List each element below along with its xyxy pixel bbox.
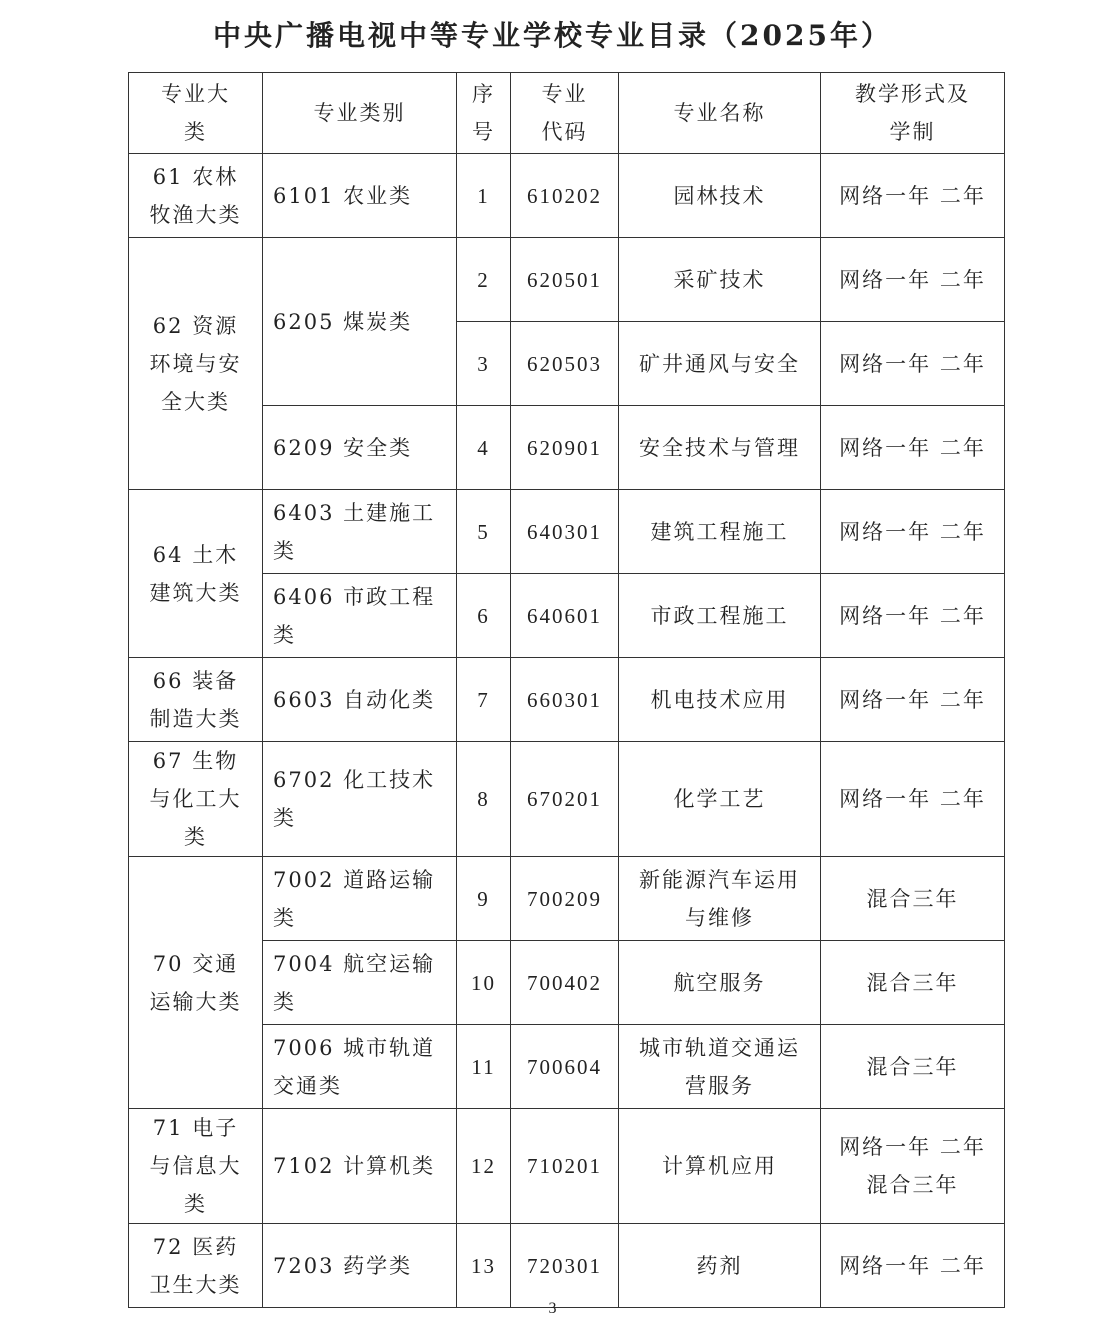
form-cell: 网络一年 二年 [821, 154, 1005, 238]
name-cell: 机电技术应用 [619, 658, 821, 742]
class-cell: 7006 城市轨道交通类 [263, 1025, 457, 1109]
page-title: 中央广播电视中等专业学校专业目录（2025年） [213, 19, 892, 52]
name-cell: 化学工艺 [619, 742, 821, 857]
seq-cell: 6 [457, 574, 511, 658]
header-code: 专业代码 [511, 73, 619, 154]
seq-cell: 3 [457, 322, 511, 406]
form-cell: 网络一年 二年 [821, 238, 1005, 322]
name-cell: 航空服务 [619, 941, 821, 1025]
class-cell: 6406 市政工程类 [263, 574, 457, 658]
header-category: 专业大类 [129, 73, 263, 154]
code-cell: 700402 [511, 941, 619, 1025]
category-cell: 61 农林牧渔大类 [129, 154, 263, 238]
code-cell: 710201 [511, 1109, 619, 1224]
class-cell: 6101 农业类 [263, 154, 457, 238]
page-number: 3 [548, 1300, 557, 1317]
seq-cell: 2 [457, 238, 511, 322]
name-cell: 药剂 [619, 1224, 821, 1308]
class-cell: 7203 药学类 [263, 1224, 457, 1308]
seq-cell: 11 [457, 1025, 511, 1109]
form-cell: 网络一年 二年 [821, 574, 1005, 658]
code-cell: 640301 [511, 490, 619, 574]
class-cell: 7002 道路运输类 [263, 857, 457, 941]
form-cell: 网络一年 二年 混合三年 [821, 1109, 1005, 1224]
code-cell: 660301 [511, 658, 619, 742]
name-cell: 建筑工程施工 [619, 490, 821, 574]
name-cell: 园林技术 [619, 154, 821, 238]
class-cell: 7004 航空运输类 [263, 941, 457, 1025]
table-row [129, 742, 1005, 857]
class-cell: 6603 自动化类 [263, 658, 457, 742]
seq-cell: 9 [457, 857, 511, 941]
table-header-row [129, 73, 1005, 154]
form-cell: 网络一年 二年 [821, 490, 1005, 574]
header-form: 教学形式及学制 [821, 73, 1005, 154]
category-cell: 70 交通运输大类 [129, 857, 263, 1109]
major-catalog-table [128, 72, 1005, 1308]
category-cell: 72 医药卫生大类 [129, 1224, 263, 1308]
table-row [129, 238, 1005, 322]
seq-cell: 13 [457, 1224, 511, 1308]
form-cell: 网络一年 二年 [821, 742, 1005, 857]
category-cell: 62 资源环境与安全大类 [129, 238, 263, 490]
seq-cell: 4 [457, 406, 511, 490]
code-cell: 620901 [511, 406, 619, 490]
form-cell: 混合三年 [821, 857, 1005, 941]
form-cell: 网络一年 二年 [821, 406, 1005, 490]
name-cell: 城市轨道交通运营服务 [619, 1025, 821, 1109]
header-seq: 序号 [457, 73, 511, 154]
seq-cell: 7 [457, 658, 511, 742]
category-cell: 64 土木建筑大类 [129, 490, 263, 658]
code-cell: 720301 [511, 1224, 619, 1308]
form-cell: 网络一年 二年 [821, 658, 1005, 742]
seq-cell: 5 [457, 490, 511, 574]
code-cell: 670201 [511, 742, 619, 857]
form-cell: 网络一年 二年 [821, 322, 1005, 406]
form-cell: 网络一年 二年 [821, 1224, 1005, 1308]
seq-cell: 10 [457, 941, 511, 1025]
class-cell: 6209 安全类 [263, 406, 457, 490]
class-cell: 6403 土建施工类 [263, 490, 457, 574]
category-cell: 71 电子与信息大类 [129, 1109, 263, 1224]
code-cell: 610202 [511, 154, 619, 238]
form-cell: 混合三年 [821, 941, 1005, 1025]
table-row [129, 154, 1005, 238]
code-cell: 640601 [511, 574, 619, 658]
table-row [129, 1224, 1005, 1308]
name-cell: 计算机应用 [619, 1109, 821, 1224]
seq-cell: 12 [457, 1109, 511, 1224]
seq-cell: 8 [457, 742, 511, 857]
code-cell: 620503 [511, 322, 619, 406]
header-name: 专业名称 [619, 73, 821, 154]
table-row [129, 857, 1005, 941]
seq-cell: 1 [457, 154, 511, 238]
class-cell: 6702 化工技术类 [263, 742, 457, 857]
header-class: 专业类别 [263, 73, 457, 154]
code-cell: 620501 [511, 238, 619, 322]
table-row [129, 490, 1005, 574]
code-cell: 700209 [511, 857, 619, 941]
name-cell: 采矿技术 [619, 238, 821, 322]
form-cell: 混合三年 [821, 1025, 1005, 1109]
name-cell: 安全技术与管理 [619, 406, 821, 490]
code-cell: 700604 [511, 1025, 619, 1109]
name-cell: 市政工程施工 [619, 574, 821, 658]
table-row [129, 1109, 1005, 1224]
class-cell: 7102 计算机类 [263, 1109, 457, 1224]
class-cell: 6205 煤炭类 [263, 238, 457, 406]
category-cell: 67 生物与化工大类 [129, 742, 263, 857]
table-row [129, 658, 1005, 742]
name-cell: 矿井通风与安全 [619, 322, 821, 406]
name-cell: 新能源汽车运用与维修 [619, 857, 821, 941]
category-cell: 66 装备制造大类 [129, 658, 263, 742]
